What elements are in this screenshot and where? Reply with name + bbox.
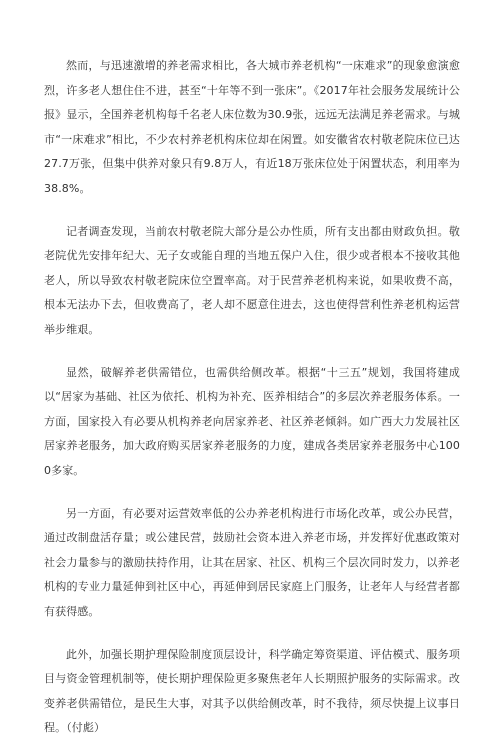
paragraph-1: 然而，与迅速激增的养老需求相比，各大城市养老机构“一床难求”的现象愈演愈烈，许多老人想住住不进，甚至“十年等不到一张床”。《2017年社会服务发展统计公报》显示，全国养老机构每千名老人床位数为30.9张，远远无法满足养老需求。与城市“一床难求”相比，不少农村养老机构床位却在闲置。如安徽省农村敬老院床位已达27.7万张，但集中供养对象只有9.8万人，有近18万张床位处于闲置状态，利用率为38.8%。: [44, 59, 460, 195]
paragraph-2: 记者调查发现，当前农村敬老院大部分是公办性质，所有支出都由财政负担。敬老院优先安排年纪大、无子女或能自理的当地五保户入住，很少或者根本不接收其他老人，所以导致农村敬老院床位空置率高。对于民营养老机构来说，如果收费不高，根本无法办下去，但收费高了，老人却不愿意住进去，这也使得营利性养老机构运营举步维艰。: [44, 224, 460, 336]
paragraph-4: 另一方面，有必要对运营效率低的公办养老机构进行市场化改革，或公办民营，通过改制盘活存量；或公建民营，鼓励社会资本进入养老市场，并发挥好优惠政策对社会力量参与的激励扶持作用，让其在居家、社区、机构三个层次同时发力，以养老机构的专业力量延伸到社区中心，再延伸到居民家庭上门服务，让老年人与经营者都有获得感。: [44, 506, 460, 618]
paragraph-5: 此外，加强长期护理保险制度顶层设计，科学确定筹资渠道、评估模式、服务项目与资金管理机制等，使长期护理保险更多聚焦老年人长期照护服务的实际需求。改变养老供需错位，是民生大事，对其予以供给侧改革，时不我待，须尽快提上议事日程。（付彪）: [44, 647, 460, 734]
paragraph-3: 显然，破解养老供需错位，也需供给侧改革。根据“十三五”规划，我国将建成以“居家为基础、社区为依托、机构为补充、医养相结合”的多层次养老服务体系。一方面，国家投入有必要从机构养老向居家养老、社区养老倾斜。如广西大力发展社区居家养老服务，加大政府购买居家养老服务的力度，建成各类居家养老服务中心1000多家。: [44, 365, 460, 477]
